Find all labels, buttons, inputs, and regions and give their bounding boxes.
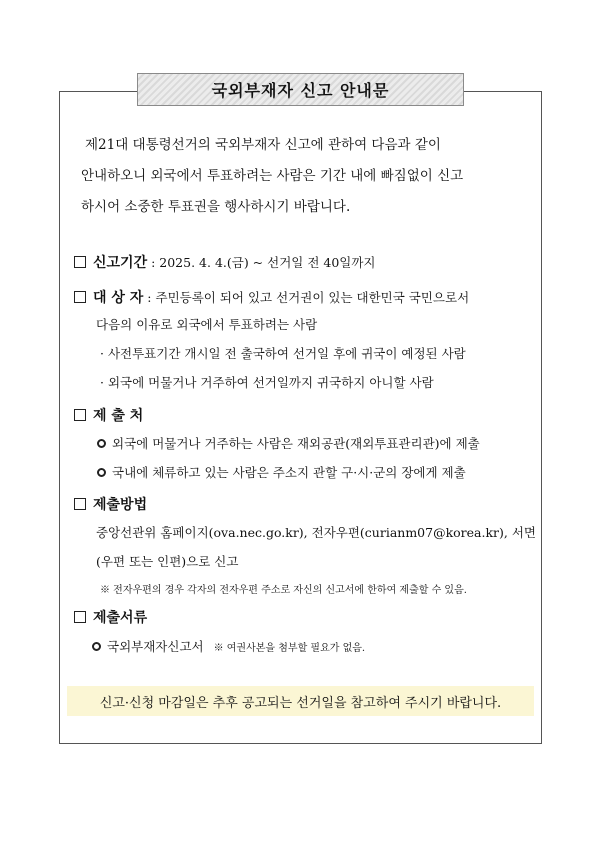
- documents-note: ※ 여권사본을 첨부할 필요가 없음.: [213, 643, 366, 654]
- notice-banner: [67, 686, 534, 716]
- section-target: 대 상 자 : 주민등록이 되어 있고 선거권이 있는 대한민국 국민으로서: [74, 287, 469, 307]
- section-label: 대 상 자: [93, 290, 144, 306]
- method-line: (우편 또는 인편)으로 신고: [96, 554, 239, 569]
- section-documents: [74, 607, 147, 627]
- target-item: · 외국에 머물거나 거주하여 선거일까지 귀국하지 아니할 사람: [100, 375, 434, 390]
- period-value: 2025. 4. 4.(금) ~ 선거일 전 40일까지: [159, 255, 376, 270]
- method-note: ※ 전자우편의 경우 각자의 전자우편 주소로 자신의 신고서에 한하여 제출할 수 있음.: [100, 585, 467, 596]
- section-method: [74, 494, 147, 514]
- submit-to-item: 외국에 머물거나 거주하는 사람은 재외공관(재외투표관리관)에 제출: [97, 434, 480, 452]
- section-submit-to: [74, 405, 143, 425]
- target-value: 주민등록이 되어 있고 선거권이 있는 대한민국 국민으로서: [155, 290, 470, 305]
- documents-item: 국외부재자신고서 ※ 여권사본을 첨부할 필요가 없음.: [92, 637, 365, 655]
- square-bullet-icon: [74, 409, 86, 421]
- notice-text: 신고·신청 마감일은 추후 공고되는 선거일을 참고하여 주시기 바랍니다.: [99, 695, 502, 711]
- method-line: 중앙선관위 홈페이지(ova.nec.go.kr), 전자우편(curianm07@korea.kr), 서면: [96, 525, 537, 540]
- page-title: 국외부재자 신고 안내문: [211, 81, 390, 100]
- intro-line: 안내하오니 외국에서 투표하려는 사람은 기간 내에 빠짐없이 신고: [81, 168, 464, 184]
- intro-line: 제21대 대통령선거의 국외부재자 신고에 관하여 다음과 같이: [85, 137, 441, 153]
- section-label: 신고기간: [93, 255, 148, 271]
- section-label: 제출서류: [93, 610, 148, 626]
- intro-paragraph: [81, 130, 523, 223]
- section-period: 신고기간 : 2025. 4. 4.(금) ~ 선거일 전 40일까지: [74, 252, 376, 272]
- circle-bullet-icon: [92, 642, 101, 651]
- square-bullet-icon: [74, 291, 86, 303]
- target-continuation: 다음의 이유로 외국에서 투표하려는 사람: [96, 317, 318, 332]
- section-label: 제 출 처: [93, 408, 144, 424]
- circle-bullet-icon: [97, 439, 106, 448]
- submit-to-item: 국내에 체류하고 있는 사람은 주소지 관할 구·시·군의 장에게 제출: [97, 463, 466, 481]
- target-item: · 사전투표기간 개시일 전 출국하여 선거일 후에 귀국이 예정된 사람: [100, 346, 466, 361]
- circle-bullet-icon: [97, 468, 106, 477]
- section-label: 제출방법: [93, 497, 148, 513]
- square-bullet-icon: [74, 611, 86, 623]
- intro-line: 하시어 소중한 투표권을 행사하시기 바랍니다.: [81, 199, 351, 215]
- title-box: [137, 73, 464, 106]
- square-bullet-icon: [74, 498, 86, 510]
- square-bullet-icon: [74, 256, 86, 268]
